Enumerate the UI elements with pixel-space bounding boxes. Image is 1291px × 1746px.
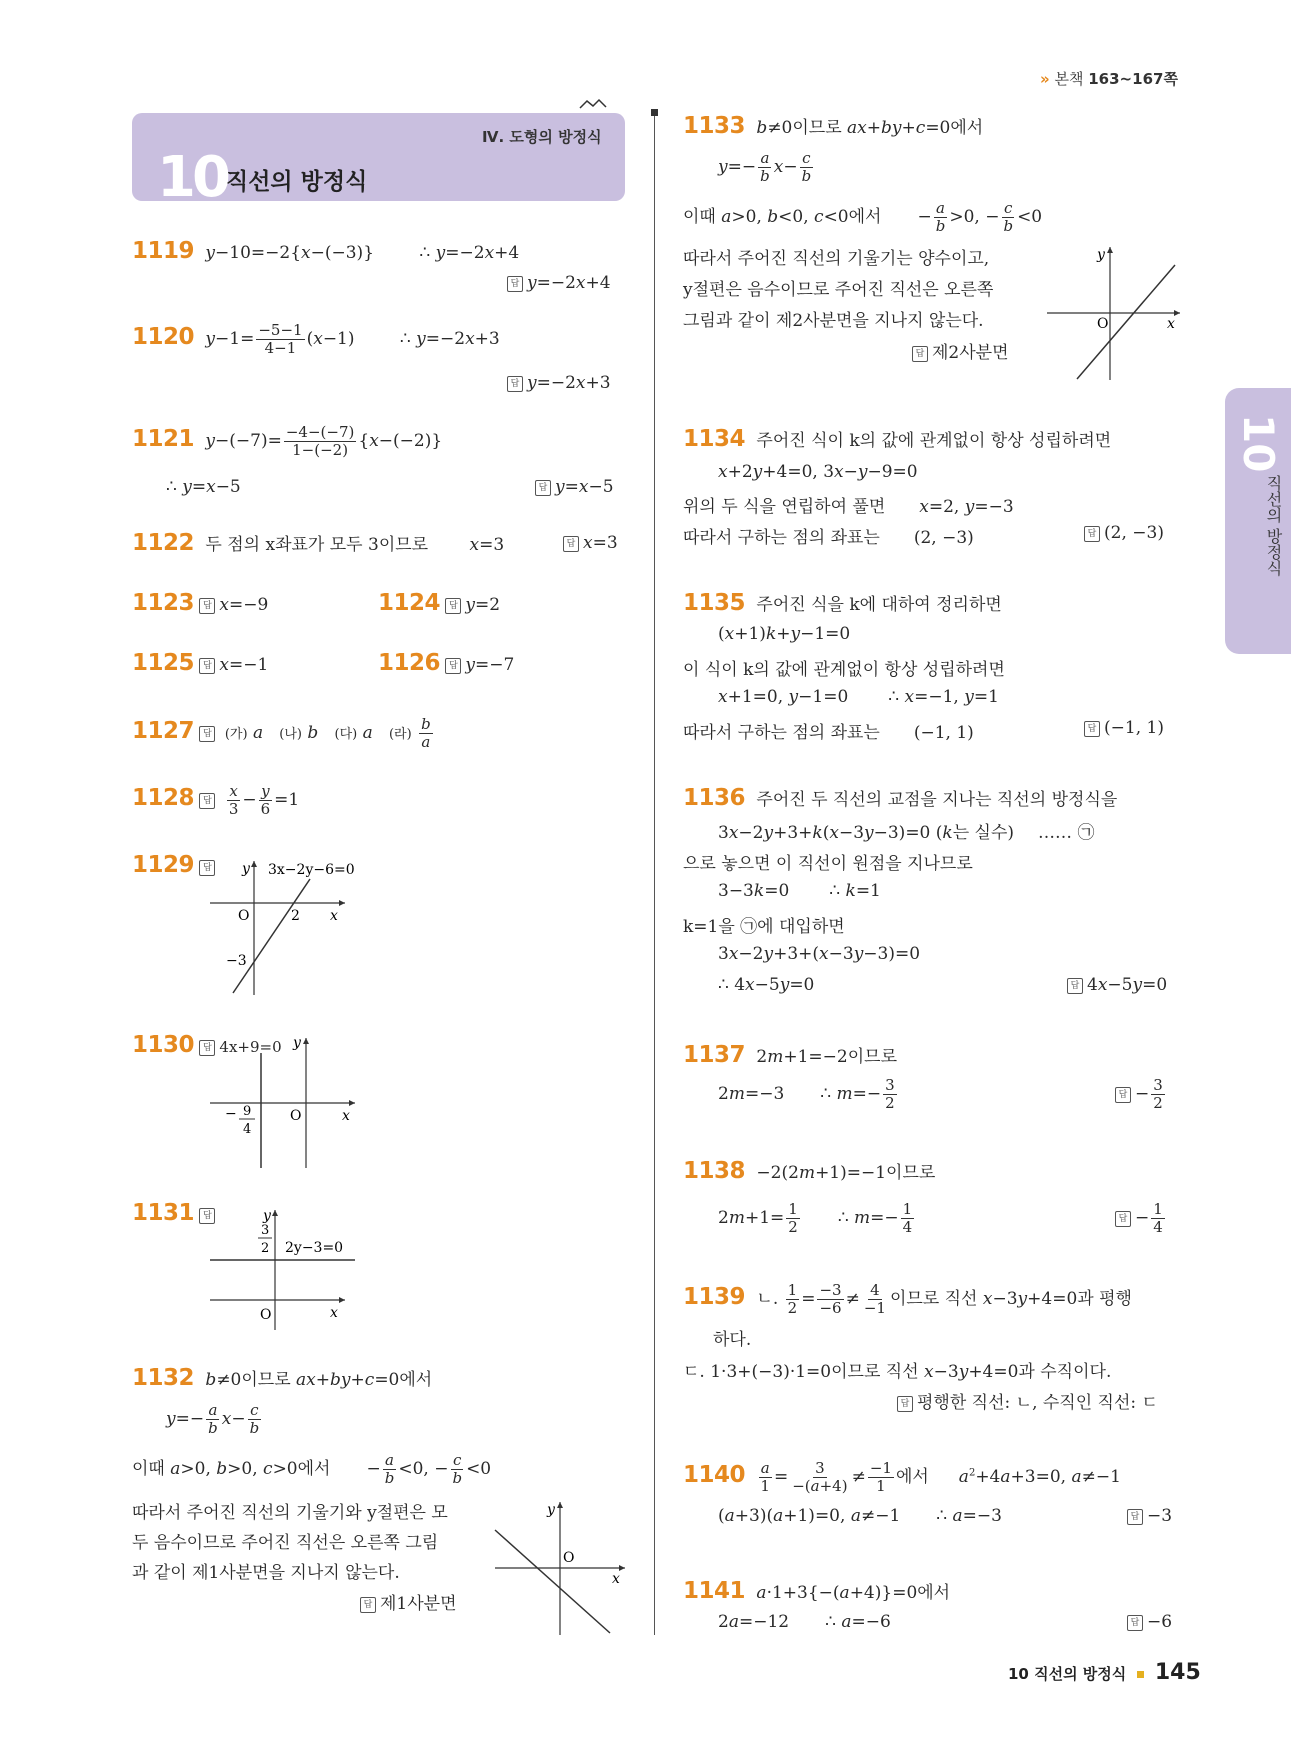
answer-icon: 답	[1067, 978, 1083, 994]
solution-1136-eq2: 3−3k=0 ∴ k=1	[718, 881, 881, 901]
solution-1136-eq4: ∴ 4x−5y=0	[718, 975, 815, 995]
chapter-title: 직선의 방정식	[226, 169, 368, 195]
problem-1134: 1134 주어진 식이 k의 값에 관계없이 항상 성립하려면	[683, 426, 1112, 452]
banner-decoration-icon	[578, 96, 608, 112]
answer-icon: 답	[1127, 1509, 1143, 1525]
problem-1136: 1136 주어진 두 직선의 교점을 지나는 직선의 방정식을	[683, 785, 1118, 811]
svg-text:O: O	[238, 908, 250, 924]
answer-icon: 답	[360, 1597, 376, 1613]
answer-icon: 답	[199, 598, 215, 614]
answer-1119: 답 y=−2x+4	[507, 273, 611, 293]
problem-1133: 1133 b≠0이므로 ax+by+c=0에서	[683, 113, 984, 139]
problem-1131: 1131 답	[132, 1200, 219, 1226]
solution-1132-line2: 두 음수이므로 주어진 직선은 오른쪽 그림	[132, 1533, 439, 1553]
solution-1133-line1: 따라서 주어진 직선의 기울기는 양수이고,	[683, 249, 990, 269]
solution-1140-eq: (a+3)(a+1)=0, a≠−1 ∴ a=−3	[718, 1506, 1002, 1526]
svg-text:9: 9	[243, 1104, 252, 1119]
footer-square-icon	[1137, 1671, 1144, 1678]
solution-1134-line3: 따라서 구하는 점의 좌표는 (2, −3)	[683, 528, 974, 548]
answer-icon: 답	[199, 658, 215, 674]
svg-text:y: y	[242, 861, 250, 877]
side-tab-label: 직선의 방정식	[1264, 475, 1283, 577]
svg-text:x: x	[330, 1305, 338, 1321]
answer-icon: 답	[1115, 1211, 1131, 1227]
solution-1135-eq2: x+1=0, y−1=0 ∴ x=−1, y=1	[718, 687, 999, 707]
answer-icon: 답	[445, 658, 461, 674]
solution-1132-cond: 이때 a>0, b>0, c>0에서 − $\frac{a}{b}$ <0, − $\frac{c}{b}$ <0	[132, 1451, 492, 1487]
problem-1127: 1127 답 (가) a (나) b (다) a (라) $\frac{b}{a}$	[132, 715, 431, 751]
solution-1135-eq1: (x+1)k+y−1=0	[718, 624, 851, 644]
answer-icon: 답	[199, 1208, 215, 1224]
ref-prefix: 본책	[1054, 70, 1084, 88]
svg-text:2y−3=0: 2y−3=0	[285, 1240, 344, 1256]
answer-1139: 답 평행한 직선: ㄴ, 수직인 직선: ㄷ	[897, 1388, 1158, 1413]
svg-text:2: 2	[261, 1241, 270, 1256]
svg-text:3x−2y−6=0: 3x−2y−6=0	[268, 862, 355, 878]
solution-1136-eq1: 3x−2y+3+k(x−3y−3)=0 (k는 실수) …… ㉠	[718, 823, 1095, 843]
solution-1141-eq: 2a=−12 ∴ a=−6	[718, 1612, 891, 1632]
solution-1134-eq: x+2y+4=0, 3x−y−9=0	[718, 462, 918, 482]
svg-text:O: O	[260, 1307, 272, 1323]
page-number: 145	[1154, 1660, 1201, 1685]
svg-text:O: O	[290, 1108, 302, 1124]
side-tab-number: 10	[1234, 414, 1283, 473]
answer-icon: 답	[563, 536, 579, 552]
graph-1133	[1045, 245, 1185, 380]
svg-text:−: −	[225, 1106, 237, 1122]
answer-icon: 답	[1084, 526, 1100, 542]
problem-1119: 1119 y−10=−2{x−(−3)} ∴ y=−2x+4	[132, 238, 520, 264]
answer-1141: 답 −6	[1127, 1612, 1172, 1632]
answer-1137: 답 − $\frac{3}{2}$	[1115, 1077, 1167, 1112]
problem-1135: 1135 주어진 식을 k에 대하여 정리하면	[683, 590, 1002, 616]
solution-1132-line1: 따라서 주어진 직선의 기울기와 y절편은 모	[132, 1503, 448, 1523]
problem-1141: 1141 a·1+3{−(a+4)}=0에서	[683, 1578, 951, 1604]
solution-1121: ∴ y=x−5	[166, 477, 241, 497]
footer-chapter: 10 직선의 방정식	[1008, 1665, 1127, 1683]
svg-text:y: y	[547, 1502, 555, 1518]
svg-text:2: 2	[291, 908, 300, 924]
problem-1139: 1139 ㄴ. $\frac{1}{2}$ = $\frac{-3}{-6}$ ≠ $\frac{4}{-1}$ 이므로 직선 x−3y+4=0과 평행	[683, 1281, 1132, 1317]
answer-icon: 답	[507, 376, 523, 392]
graph-1131	[205, 1205, 365, 1335]
double-chevron-icon: »	[1040, 70, 1050, 88]
svg-text:x: x	[612, 1571, 620, 1587]
svg-text:3: 3	[261, 1223, 270, 1238]
svg-text:O: O	[1097, 316, 1109, 332]
answer-icon: 답	[1127, 1615, 1143, 1631]
solution-1139-cont: 하다.	[713, 1330, 752, 1350]
answer-icon: 답	[199, 860, 215, 876]
solution-1136-line3: k=1을 ㉠에 대입하면	[683, 917, 845, 937]
problem-1140: 1140 $\frac{a}{1}$ = $\frac{3}{-(a+4)}$ ≠ $\frac{-1}{1}$ 에서 $a^2+4a+3=0$, a≠−1	[683, 1459, 1121, 1495]
answer-icon: 답	[535, 480, 551, 496]
svg-text:4: 4	[243, 1122, 252, 1137]
graph-1132	[490, 1500, 630, 1635]
page-reference	[1040, 68, 1178, 89]
solution-1134-line2: 위의 두 식을 연립하여 풀면 x=2, y=−3	[683, 497, 1014, 517]
problem-1138: 1138 −2(2m+1)=−1이므로	[683, 1158, 936, 1184]
problem-1120: 1120 y−1= $\frac{-5-1}{4-1}$ (x−1) ∴ y=−2x+3	[132, 321, 500, 357]
problem-1130: 1130 답 4x+9=0	[132, 1032, 282, 1058]
unit-label: Ⅳ. 도형의 방정식	[482, 128, 602, 146]
solution-1135-line3: 따라서 구하는 점의 좌표는 (−1, 1)	[683, 723, 974, 743]
answer-1138: 답 − $\frac{1}{4}$	[1115, 1201, 1167, 1236]
solution-1132-line3: 과 같이 제1사분면을 지나지 않는다.	[132, 1563, 400, 1583]
solution-1137-eq: 2m=−3 ∴ m=− $\frac{3}{2}$	[718, 1076, 895, 1112]
svg-text:y: y	[263, 1208, 271, 1224]
answer-1135: 답 (−1, 1)	[1084, 718, 1164, 738]
svg-text:y: y	[293, 1035, 301, 1051]
answer-1133: 답 제2사분면	[912, 338, 1009, 363]
answer-icon: 답	[912, 346, 928, 362]
solution-1133-line3: 그림과 같이 제2사분면을 지나지 않는다.	[683, 311, 984, 331]
problem-1121: 1121 y−(−7)= $\frac{-4-(-7)}{1-(-2)}$ {x−(−2)}	[132, 423, 443, 459]
solution-1133-line2: y절편은 음수이므로 주어진 직선은 오른쪽	[683, 280, 994, 300]
solution-1132-eq: y=− $\frac{a}{b}$ x− $\frac{c}{b}$	[166, 1401, 260, 1437]
answer-1136: 답 4x−5y=0	[1067, 975, 1167, 995]
svg-text:−3: −3	[226, 953, 247, 969]
solution-1138-eq: 2m+1= $\frac{1}{2}$ ∴ m=− $\frac{1}{4}$	[718, 1200, 913, 1236]
answer-icon: 답	[1115, 1087, 1131, 1103]
answer-icon: 답	[199, 726, 215, 742]
answer-1140: 답 −3	[1127, 1506, 1172, 1526]
answer-icon: 답	[445, 598, 461, 614]
answer-1132: 답 제1사분면	[360, 1589, 457, 1614]
answer-1122: 답 x=3	[563, 533, 618, 553]
solution-1133-cond: 이때 a>0, b<0, c<0에서 − $\frac{a}{b}$ >0, − $\frac{c}{b}$ <0	[683, 199, 1043, 235]
problem-1132: 1132 b≠0이므로 ax+by+c=0에서	[132, 1365, 433, 1391]
problem-1129: 1129 답	[132, 852, 219, 878]
answer-icon: 답	[1084, 721, 1100, 737]
column-divider	[654, 110, 655, 1635]
problem-1128: 1128 답 $\frac{x}{3}$ − $\frac{y}{6}$ =1	[132, 782, 300, 818]
problem-1137: 1137 2m+1=−2이므로	[683, 1042, 898, 1068]
problem-1124: 1124 답 y=2	[378, 590, 501, 616]
svg-text:x: x	[330, 908, 338, 924]
answer-1120: 답 y=−2x+3	[507, 373, 611, 393]
svg-text:x: x	[342, 1108, 350, 1124]
graph-1129	[205, 855, 385, 1000]
svg-text:y: y	[1097, 247, 1105, 263]
solution-1139-line2: ㄷ. 1·3+(−3)·1=0이므로 직선 x−3y+4=0과 수직이다.	[683, 1362, 1112, 1382]
footer	[1008, 1660, 1201, 1685]
problem-number: 1119	[132, 238, 195, 264]
divider-marker	[651, 109, 658, 116]
svg-text:x: x	[1167, 316, 1175, 332]
solution-1136-eq3: 3x−2y+3+(x−3y−3)=0	[718, 944, 921, 964]
solution-1133-eq: y=− $\frac{a}{b}$ x− $\frac{c}{b}$	[718, 149, 812, 185]
problem-1123: 1123 답 x=−9	[132, 590, 269, 616]
solution-1136-line2: 으로 놓으면 이 직선이 원점을 지나므로	[683, 854, 973, 874]
problem-1126: 1126 답 y=−7	[378, 650, 515, 676]
problem-1125: 1125 답 x=−1	[132, 650, 269, 676]
answer-icon: 답	[897, 1396, 913, 1412]
answer-1134: 답 (2, −3)	[1084, 523, 1164, 543]
ref-pages: 163~167쪽	[1088, 70, 1178, 88]
problem-1122: 1122 두 점의 x좌표가 모두 3이므로 x=3	[132, 530, 505, 556]
solution-1135-line2: 이 식이 k의 값에 관계없이 항상 성립하려면	[683, 660, 1005, 680]
answer-icon: 답	[199, 793, 215, 809]
answer-icon: 답	[507, 276, 523, 292]
answer-1121: 답 y=x−5	[535, 477, 614, 497]
graph-1130	[205, 1033, 365, 1173]
svg-text:O: O	[563, 1550, 575, 1566]
chapter-number: 10	[157, 145, 227, 210]
answer-icon: 답	[199, 1040, 215, 1056]
